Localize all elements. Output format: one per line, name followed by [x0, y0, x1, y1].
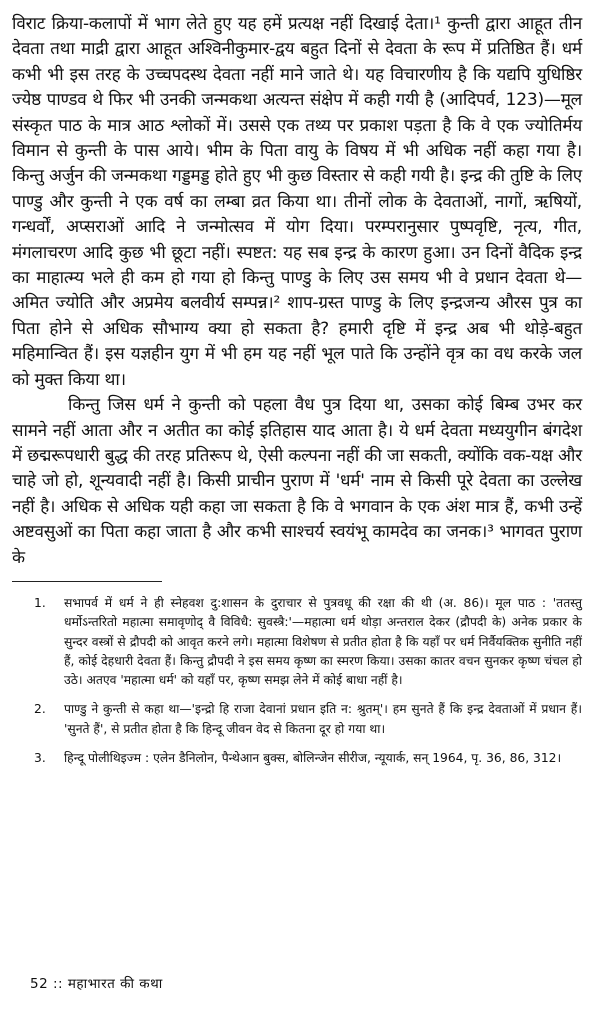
paragraph-2: किन्तु जिस धर्म ने कुन्ती को पहला वैध पुत्र दिया था, उसका कोई बिम्ब उभर कर सामने नहीं आता और न अतीत का कोई इतिहास याद आता है। ये धर्म देवता मध्ययुगीन बंगदेश में छद्मरूपधारी बुद्ध की तरह प्रतिरूप थे, ऐसी कल्पना नहीं की जा सकती, क्योंकि वक-यक्ष और चाहे जो हो, शून्यवादी नहीं है। किसी प्राचीन पुराण में 'धर्म' नाम से किसी पूरे देवता का उल्लेख नहीं है। अधिक से अधिक यही कहा जा सकता है कि वे भगवान के एक अंश मात्र हैं, कभी उन्हें अष्टवसुओं का पिता कहा जाता है और कभी साश्चर्य स्वयंभू कामदेव का जनक।³ भागवत पुराण के [12, 395, 582, 568]
footnotes [12, 594, 582, 768]
footnote-number: 2. [34, 702, 46, 717]
footnote-text: पाण्डु ने कुन्ती से कहा था—'इन्द्रो हि राजा देवानां प्रधान इति न: श्रुतम्'। हम सुनते हैं कि इन्द्र देवताओं में प्रधान हैं। 'सुनते हैं', से प्रतीत होता है कि हिन्दू जीवन वेद से कितना दूर हो गया था। [64, 702, 582, 736]
footnote-divider [12, 581, 162, 582]
footnote-number: 3. [34, 751, 46, 766]
main-text [12, 12, 582, 571]
footnote-3 [12, 749, 582, 768]
footnote-1 [12, 594, 582, 690]
footnote-text: हिन्दू पोलीथिइज्म : एलेन डैनिलोन, पैन्थेआन बुक्स, बोलिन्जेन सीरीज, न्यूयार्क, सन् 1964, पृ. 36, 86, 312। [64, 751, 562, 766]
footnote-number: 1. [34, 595, 46, 610]
paragraph-1: विराट क्रिया-कलापों में भाग लेते हुए यह हमें प्रत्यक्ष नहीं दिखाई देता।¹ कुन्ती द्वारा आहूत तीन देवता तथा माद्री द्वारा आहूत अश्विनीकुमार-द्वय बहुत दिनों से देवता के रूप में प्रतिष्ठित हैं। धर्म कभी भी इस तरह के उच्चपदस्थ देवता नहीं माने जाते थे। यह विचारणीय है कि यद्यपि युधिष्ठिर ज्येष्ठ पाण्डव थे फिर भी उनकी जन्मकथा अत्यन्त संक्षेप में कही गयी है (आदिपर्व, 123)—मूल संस्कृत पाठ के मात्र आठ श्लोकों में। उससे एक तथ्य पर प्रकाश पड़ता है कि वे एक ज्योतिर्मय विमान से कुन्ती के पास आये। भीम के पिता वायु के विषय में भी अधिक नहीं कहा गया है। किन्तु अर्जुन की जन्मकथा गड्डमड्ड होते हुए भी कुछ विस्तार से कही गयी है। इन्द्र की तुष्टि के लिए पाण्डु और कुन्ती ने एक वर्ष का लम्बा व्रत किया था। तीनों लोक के देवताओं, नागों, ऋषियों, गन्धर्वों, अप्सराओं आदि ने जन्मोत्सव में योग दिया। परम्परानुसार पुष्पवृष्टि, नृत्य, गीत, मंगलाचरण आदि कुछ भी छूटा नहीं। स्पष्टत: यह सब इन्द्र के कारण हुआ। उन दिनों वैदिक इन्द्र का माहात्म्य भले ही कम हो गया हो किन्तु पाण्डु के लिए उस समय भी वे प्रधान देवता थे—अमित ज्योति और अप्रमेय बलवीर्य सम्पन्न।² शाप-ग्रस्त पाण्डु के लिए इन्द्रजन्य औरस पुत्र का पिता होने से अधिक सौभाग्य क्या हो सकता है? हमारी दृष्टि में इन्द्र अब भी थोड़े-बहुत महिमान्वित हैं। इस यज्ञहीन युग में भी हम यह नहीं भूल पाते कि उन्होंने वृत्र का वध करके जल को मुक्त किया था। [12, 14, 582, 390]
footnote-2 [12, 700, 582, 739]
footnote-text: सभापर्व में धर्म ने ही स्नेहवश दु:शासन के दुराचार से पुत्रवधू की रक्षा की थी (अ. 86)। मूल पाठ : 'ततस्तु धर्मोऽन्तरितो महात्मा समावृणोद् वै विविधै: सुवस्त्रै:'—महात्मा धर्म थोड़ा अन्तराल देकर (द्रौपदी के) अनेक प्रकार के सुन्दर वस्त्रों से द्रौपदी को आवृत करने लगे। महात्मा विशेषण से प्रतीत होता है कि यहाँ पर धर्म निर्वैयक्तिक सुनीति नहीं हैं, कोई देहधारी देवता हैं। किन्तु द्रौपदी ने इस समय कृष्ण का स्मरण किया। उसका कातर वचन सुनकर कृष्ण चंचल हो उठे। अतएव 'महात्मा धर्म' को यहाँ पर, कृष्ण समझ लेने में कोई बाधा नहीं है। [64, 595, 582, 688]
page-footer: 52 :: महाभारत की कथा [30, 976, 163, 992]
